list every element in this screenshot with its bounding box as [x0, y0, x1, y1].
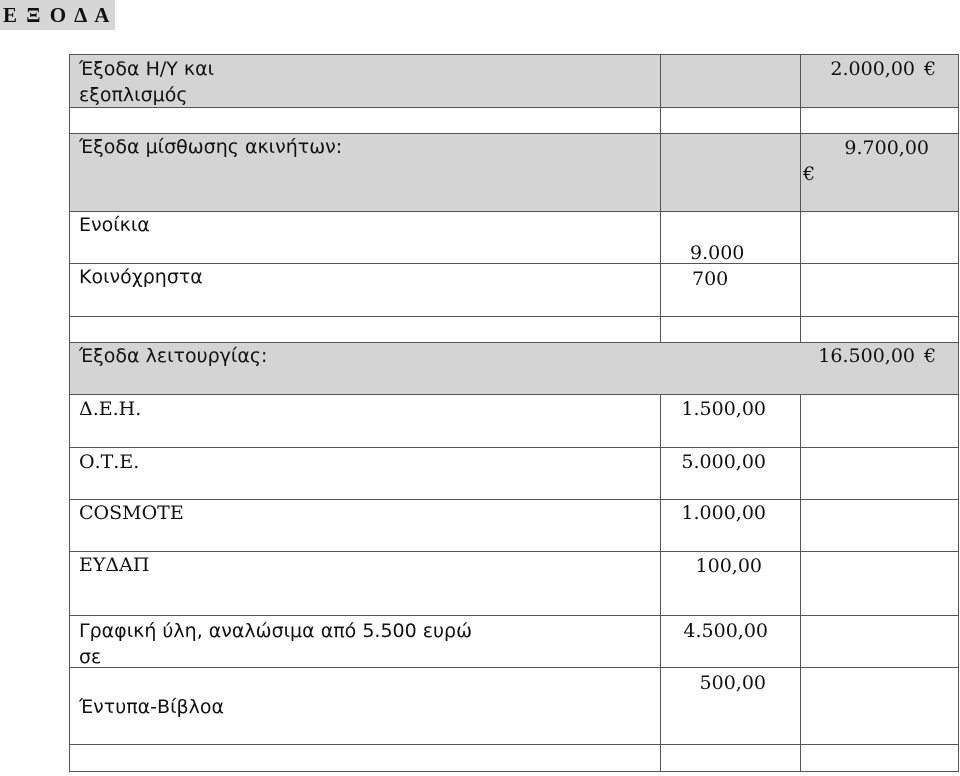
- rent-currency: €: [803, 163, 816, 185]
- ops-item-label-line1: Γραφική ύλη, αναλώσιμα από 5.500 ευρώ: [79, 620, 473, 642]
- ops-item-amount: 500,00: [699, 672, 766, 694]
- hw-currency: €: [924, 58, 937, 80]
- row-line: [69, 615, 959, 616]
- rent-item-amount: 9.000: [690, 242, 745, 264]
- ops-item-label: COSMOTE: [79, 502, 184, 524]
- ops-item-amount: 5.000,00: [681, 451, 766, 473]
- hw-mid-cell: [660, 55, 800, 107]
- ops-item-label-line2: σε: [79, 646, 102, 668]
- row-line: [69, 771, 959, 772]
- col-line: [958, 54, 959, 772]
- hw-label-line1: Έξοδα Η/Υ και: [79, 58, 215, 80]
- col-line: [800, 54, 801, 342]
- ops-total: 16.500,00: [818, 345, 915, 367]
- ops-currency: €: [924, 345, 937, 367]
- row-line: [69, 499, 959, 500]
- row-line: [69, 107, 959, 108]
- row-line: [69, 54, 959, 55]
- row-line: [69, 316, 959, 317]
- col-line: [800, 394, 801, 772]
- col-line: [69, 54, 70, 772]
- row-line: [69, 211, 959, 212]
- ops-item-amount: 1.500,00: [681, 398, 766, 420]
- ops-item-amount: 4.500,00: [683, 620, 768, 642]
- row-line: [69, 447, 959, 448]
- rent-label: Έξοδα μίσθωσης ακινήτων:: [79, 136, 343, 158]
- rent-item-label: Κοινόχρηστα: [79, 266, 203, 288]
- row-line: [69, 551, 959, 552]
- ops-item-label: ΕΥΔΑΠ: [79, 554, 150, 576]
- ops-item-label: Ο.Τ.Ε.: [79, 451, 140, 473]
- ops-label: Έξοδα λειτουργίας:: [79, 345, 268, 367]
- rent-mid-cell: [660, 133, 800, 211]
- ops-item-amount: 1.000,00: [681, 502, 766, 524]
- row-line: [69, 394, 959, 395]
- hw-label-line2: εξοπλισμός: [79, 84, 188, 106]
- page-heading: Ε Ξ Ο Δ Α: [0, 0, 115, 30]
- ops-item-label: Δ.Ε.Η.: [79, 398, 142, 420]
- ops-item-amount: 100,00: [695, 555, 762, 577]
- rent-item-label: Ενοίκια: [79, 214, 150, 236]
- rent-total: 9.700,00: [844, 137, 929, 159]
- rent-item-amount: 700: [692, 268, 729, 290]
- col-line: [660, 54, 661, 342]
- ops-item-label: Έντυπα-Βίβλοα: [79, 696, 225, 718]
- row-line: [69, 744, 959, 745]
- hw-total: 2.000,00: [830, 58, 915, 80]
- row-line: [69, 667, 959, 668]
